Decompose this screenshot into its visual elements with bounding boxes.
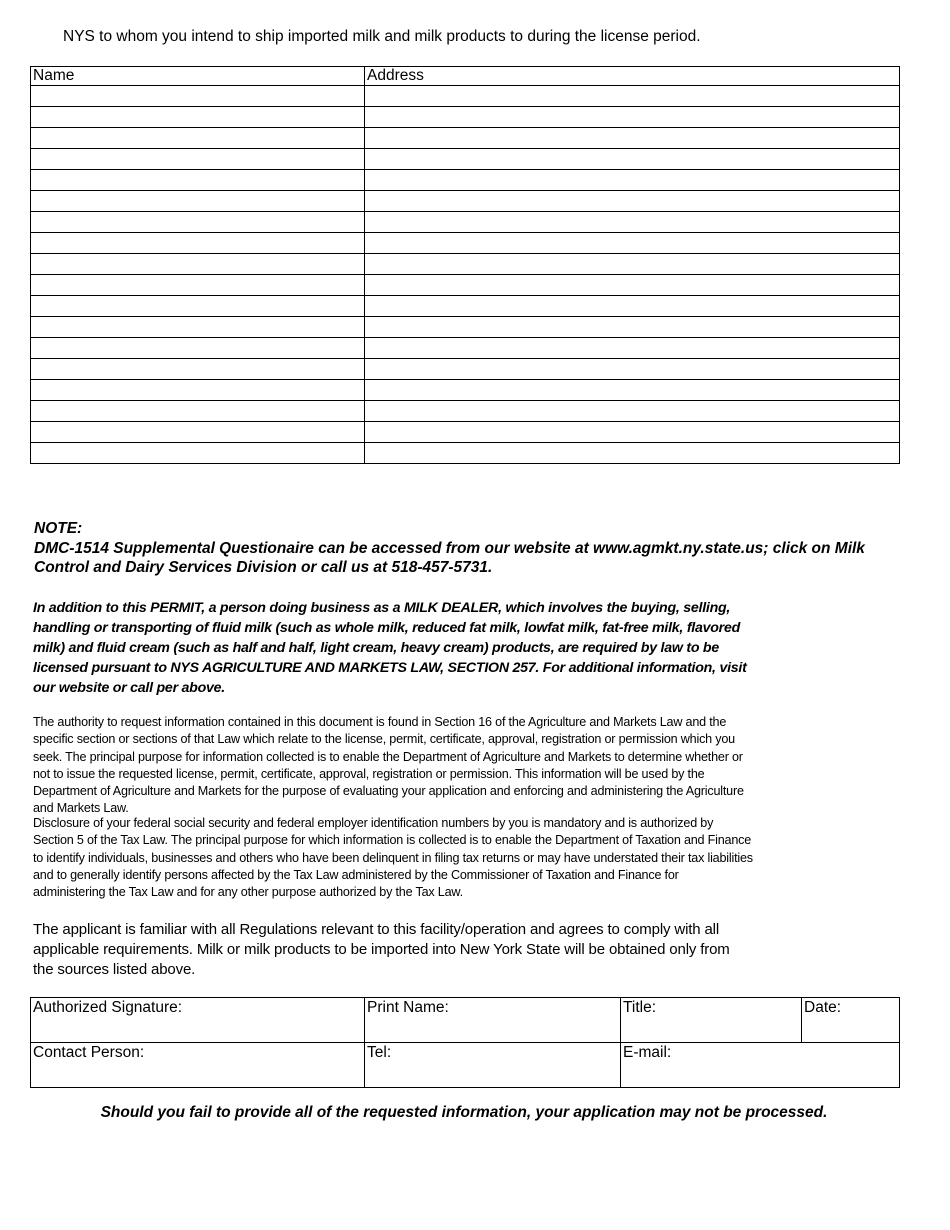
address-cell[interactable] [365,296,900,317]
table-row [31,86,900,107]
table-row [31,233,900,254]
table-row [31,107,900,128]
address-cell[interactable] [365,149,900,170]
name-cell[interactable] [31,275,365,296]
name-cell[interactable] [31,422,365,443]
authorized-signature-field[interactable]: Authorized Signature: [31,998,365,1043]
name-column-header: Name [31,67,365,86]
address-column-header: Address [365,67,900,86]
disclosure-statement: Disclosure of your federal social security and federal employer identification numbers by you is mandatory and is authorized by Section 5 of the Tax Law. The principal purpose for which information is collected is to enable the Department of Taxation and Finance to identify individuals, businesses and others who have been delinquent in filing tax returns or may have understated their tax liabilities and to generally identify persons affected by the Tax Law administered by the Commissioner of Taxation and Finance for administering the Tax Law and for any other purpose authorized by the Tax Law. [33,816,753,900]
address-cell[interactable] [365,128,900,149]
table-row [31,149,900,170]
address-cell[interactable] [365,401,900,422]
address-cell[interactable] [365,170,900,191]
name-cell[interactable] [31,296,365,317]
name-cell[interactable] [31,149,365,170]
contact-row [31,1043,900,1088]
table-row [31,443,900,464]
table-row [31,401,900,422]
name-cell[interactable] [31,359,365,380]
table-row [31,275,900,296]
name-cell[interactable] [31,191,365,212]
name-cell[interactable] [31,107,365,128]
date-field[interactable]: Date: [802,998,900,1043]
name-cell[interactable] [31,233,365,254]
table-row [31,128,900,149]
authority-statement: The authority to request information contained in this document is found in Section 16 of the Agriculture and Markets Law and the specific section or sections of that Law which relate to the license, permit, certificate, approval, registration or permission which you seek. The principal purpose for information collected is to enable the Department of Agriculture and Markets to determine whether or not to issue the requested license, permit, certificate, approval, registration or permission. This information will be used by the Department of Agriculture and Markets for the purpose of evaluating your application and enforcing and administering the Agriculture and Markets Law. [33,715,744,816]
table-row [31,380,900,401]
signature-row [31,998,900,1043]
table-row [31,191,900,212]
address-cell[interactable] [365,422,900,443]
contact-person-field[interactable]: Contact Person: [31,1043,365,1088]
agreement-statement: The applicant is familiar with all Regulations relevant to this facility/operation and agrees to comply with all applicable requirements. Milk or milk products to be imported into New York State will be obtained only from the sources listed above. [33,921,730,978]
address-cell[interactable] [365,275,900,296]
address-cell[interactable] [365,338,900,359]
table-row [31,254,900,275]
table-row [31,170,900,191]
table-row [31,317,900,338]
signature-table [30,997,900,1088]
name-cell[interactable] [31,443,365,464]
note-section [34,519,894,578]
address-cell[interactable] [365,107,900,128]
address-cell[interactable] [365,254,900,275]
name-cell[interactable] [31,128,365,149]
address-cell[interactable] [365,317,900,338]
permit-notice: In addition to this PERMIT, a person doing business as a MILK DEALER, which involves the buying, selling, handling or transporting of fluid milk (such as whole milk, reduced fat milk, lowfat milk, fat-free milk, flavored milk) and fluid cream (such as half and half, light cream, heavy cream) products, are required by law to be licensed pursuant to NYS AGRICULTURE AND MARKETS LAW, SECTION 257. For additional information, visit our website or call per above. [33,600,747,696]
address-cell[interactable] [365,212,900,233]
shipping-recipients-table [30,66,900,464]
name-cell[interactable] [31,317,365,338]
footer-warning: Should you fail to provide all of the requested information, your application may not be processed. [100,1104,828,1121]
title-field[interactable]: Title: [621,998,802,1043]
tel-field[interactable]: Tel: [365,1043,621,1088]
address-cell[interactable] [365,443,900,464]
address-cell[interactable] [365,233,900,254]
name-cell[interactable] [31,170,365,191]
name-cell[interactable] [31,254,365,275]
email-field[interactable]: E-mail: [621,1043,900,1088]
address-cell[interactable] [365,86,900,107]
note-label: NOTE: [34,520,83,537]
table-row [31,338,900,359]
name-cell[interactable] [31,401,365,422]
name-cell[interactable] [31,86,365,107]
name-cell[interactable] [31,212,365,233]
table-row [31,359,900,380]
name-cell[interactable] [31,338,365,359]
name-cell[interactable] [31,380,365,401]
print-name-field[interactable]: Print Name: [365,998,621,1043]
table-header-row [31,67,900,86]
intro-text: NYS to whom you intend to ship imported milk and milk products to during the license period. [63,28,701,45]
address-cell[interactable] [365,191,900,212]
address-cell[interactable] [365,359,900,380]
address-cell[interactable] [365,380,900,401]
table-row [31,296,900,317]
table-row [31,212,900,233]
table-row [31,422,900,443]
note-text: DMC-1514 Supplemental Questionaire can be accessed from our website at www.agmkt.ny.state.us; click on Milk Control and Dairy Services Division or call us at 518-457-5731. [34,539,865,576]
